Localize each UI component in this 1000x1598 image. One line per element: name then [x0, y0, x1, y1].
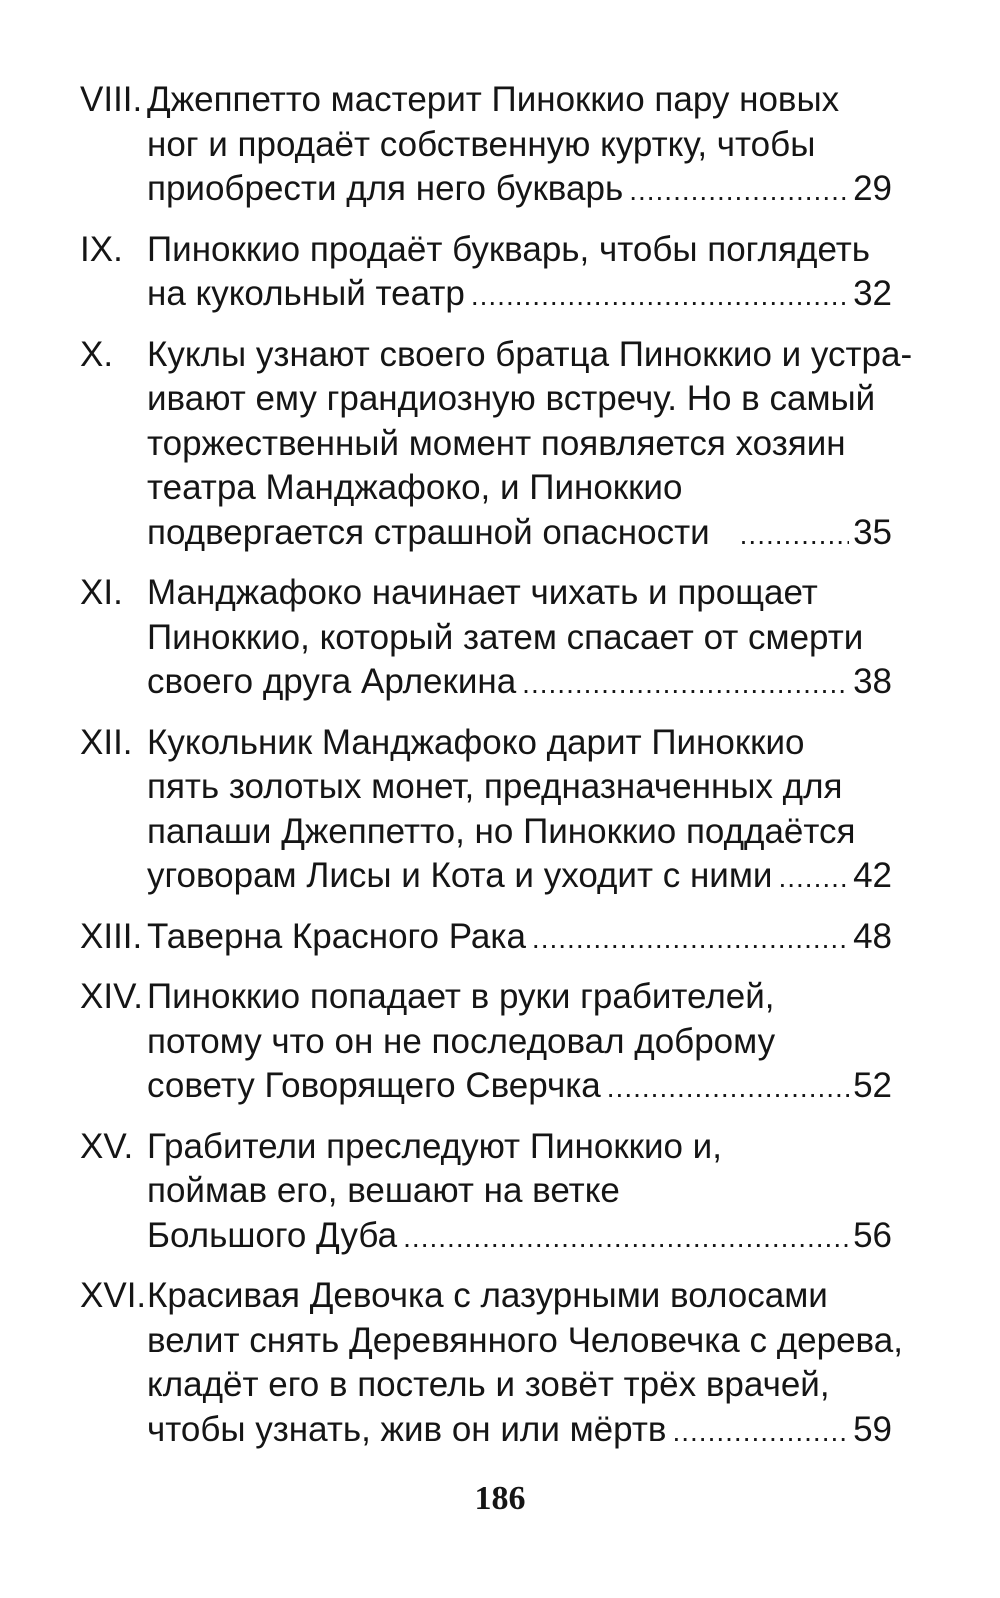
chapter-title-line: кладёт его в постель и зовёт трёх врачей,	[147, 1365, 830, 1404]
chapter-title-line: ивают ему грандиозную встречу. Но в самый	[147, 379, 876, 418]
chapter-title-line: Большого Дуба	[147, 1215, 398, 1255]
toc-entry-xii	[80, 721, 892, 901]
chapter-title-last-line	[147, 511, 892, 558]
leader-dots	[629, 169, 849, 214]
chapter-title-line: Манджафоко начинает чихать и прощает	[147, 573, 818, 612]
chapter-title-line: велит снять Деревянного Человечка с дерева,	[147, 1320, 903, 1360]
toc-entry-xv	[80, 1125, 892, 1261]
toc-entry-xi	[80, 571, 892, 707]
leader-dots	[471, 274, 849, 319]
chapter-number: XI.	[80, 573, 123, 612]
page-number: 48	[853, 916, 892, 956]
page-number: 52	[853, 1066, 892, 1105]
page-number: 56	[853, 1215, 892, 1255]
chapter-title-last-line	[147, 1408, 892, 1455]
leader-dots	[607, 1066, 849, 1111]
leader-dots	[778, 856, 849, 901]
chapter-title-last-line	[147, 915, 892, 962]
chapter-title-line: на кукольный театр	[147, 274, 465, 313]
chapter-number: X.	[80, 334, 114, 374]
chapter-title-line: Куклы узнают своего братца Пиноккио и устра-	[147, 334, 913, 374]
chapter-title-last-line	[147, 272, 892, 319]
chapter-title-last-line	[147, 167, 892, 214]
chapter-title-line: Красивая Девочка с лазурными волосами	[147, 1276, 828, 1315]
page-number: 29	[853, 169, 892, 208]
leader-dots	[403, 1216, 849, 1261]
chapter-number: XV.	[80, 1126, 134, 1166]
leader-dots	[740, 513, 849, 558]
page-number: 32	[853, 274, 892, 313]
chapter-title-line: чтобы узнать, жив он или мёртв	[147, 1409, 667, 1449]
chapter-title-last-line	[147, 660, 892, 707]
chapter-title-line: подвергается страшной опасности	[147, 512, 710, 552]
chapter-title-line: Кукольник Манджафоко дарит Пиноккио	[147, 722, 805, 762]
page-number: 38	[853, 662, 892, 701]
toc-entry-xiv	[80, 975, 892, 1111]
page-number: 59	[853, 1409, 892, 1449]
chapter-number: XII.	[80, 722, 133, 762]
toc-entry-x	[80, 333, 913, 558]
chapter-title-line: ног и продаёт собственную куртку, чтобы	[147, 124, 816, 164]
chapter-title-line: Пиноккио, который затем спасает от смерти	[147, 617, 864, 657]
chapter-title-last-line	[147, 1214, 892, 1261]
chapter-title-line: пять золотых монет, предназначенных для	[147, 767, 843, 806]
chapter-title-line: поймав его, вешают на ветке	[147, 1171, 620, 1210]
chapter-title-line: торжественный момент появляется хозяин	[147, 423, 846, 463]
leader-dots	[522, 662, 849, 707]
chapter-title-line: потому что он не последовал доброму	[147, 1021, 776, 1061]
chapter-title-line: Таверна Красного Рака	[147, 916, 526, 956]
toc-entry-xiii	[80, 915, 892, 962]
leader-dots	[532, 917, 849, 962]
chapter-number: XVI.	[80, 1276, 147, 1315]
chapter-title-line: Джеппетто мастерит Пиноккио пару новых	[147, 80, 840, 119]
page-number: 35	[853, 512, 892, 552]
chapter-title-line: уговорам Лисы и Кота и уходит с ними	[147, 856, 773, 895]
toc-entry-ix	[80, 228, 892, 319]
chapter-number: IX.	[80, 229, 123, 269]
chapter-title-line: своего друга Арлекина	[147, 662, 517, 701]
chapter-title-line: Грабители преследуют Пиноккио и,	[147, 1126, 722, 1166]
table-of-contents	[80, 78, 913, 1468]
chapter-title-line: совету Говорящего Сверчка	[147, 1066, 601, 1105]
chapter-title-last-line	[147, 1064, 892, 1111]
chapter-title-line: папаши Джеппетто, но Пиноккио поддаётся	[147, 811, 856, 851]
toc-entry-viii	[80, 78, 892, 214]
toc-entry-xvi	[80, 1274, 903, 1454]
chapter-title-last-line	[147, 854, 892, 901]
chapter-number: XIV.	[80, 977, 143, 1016]
chapter-title-line: Пиноккио продаёт букварь, чтобы поглядеть	[147, 229, 871, 269]
chapter-number: XIII.	[80, 916, 143, 956]
chapter-title-line: приобрести для него букварь	[147, 169, 624, 208]
page-number: 42	[853, 856, 892, 895]
chapter-number: VIII.	[80, 80, 143, 119]
page-folio-number: 186	[474, 1480, 526, 1517]
chapter-title-line: Пиноккио попадает в руки грабителей,	[147, 977, 775, 1016]
chapter-title-line: театра Манджафоко, и Пиноккио	[147, 468, 683, 507]
leader-dots	[672, 1410, 849, 1455]
